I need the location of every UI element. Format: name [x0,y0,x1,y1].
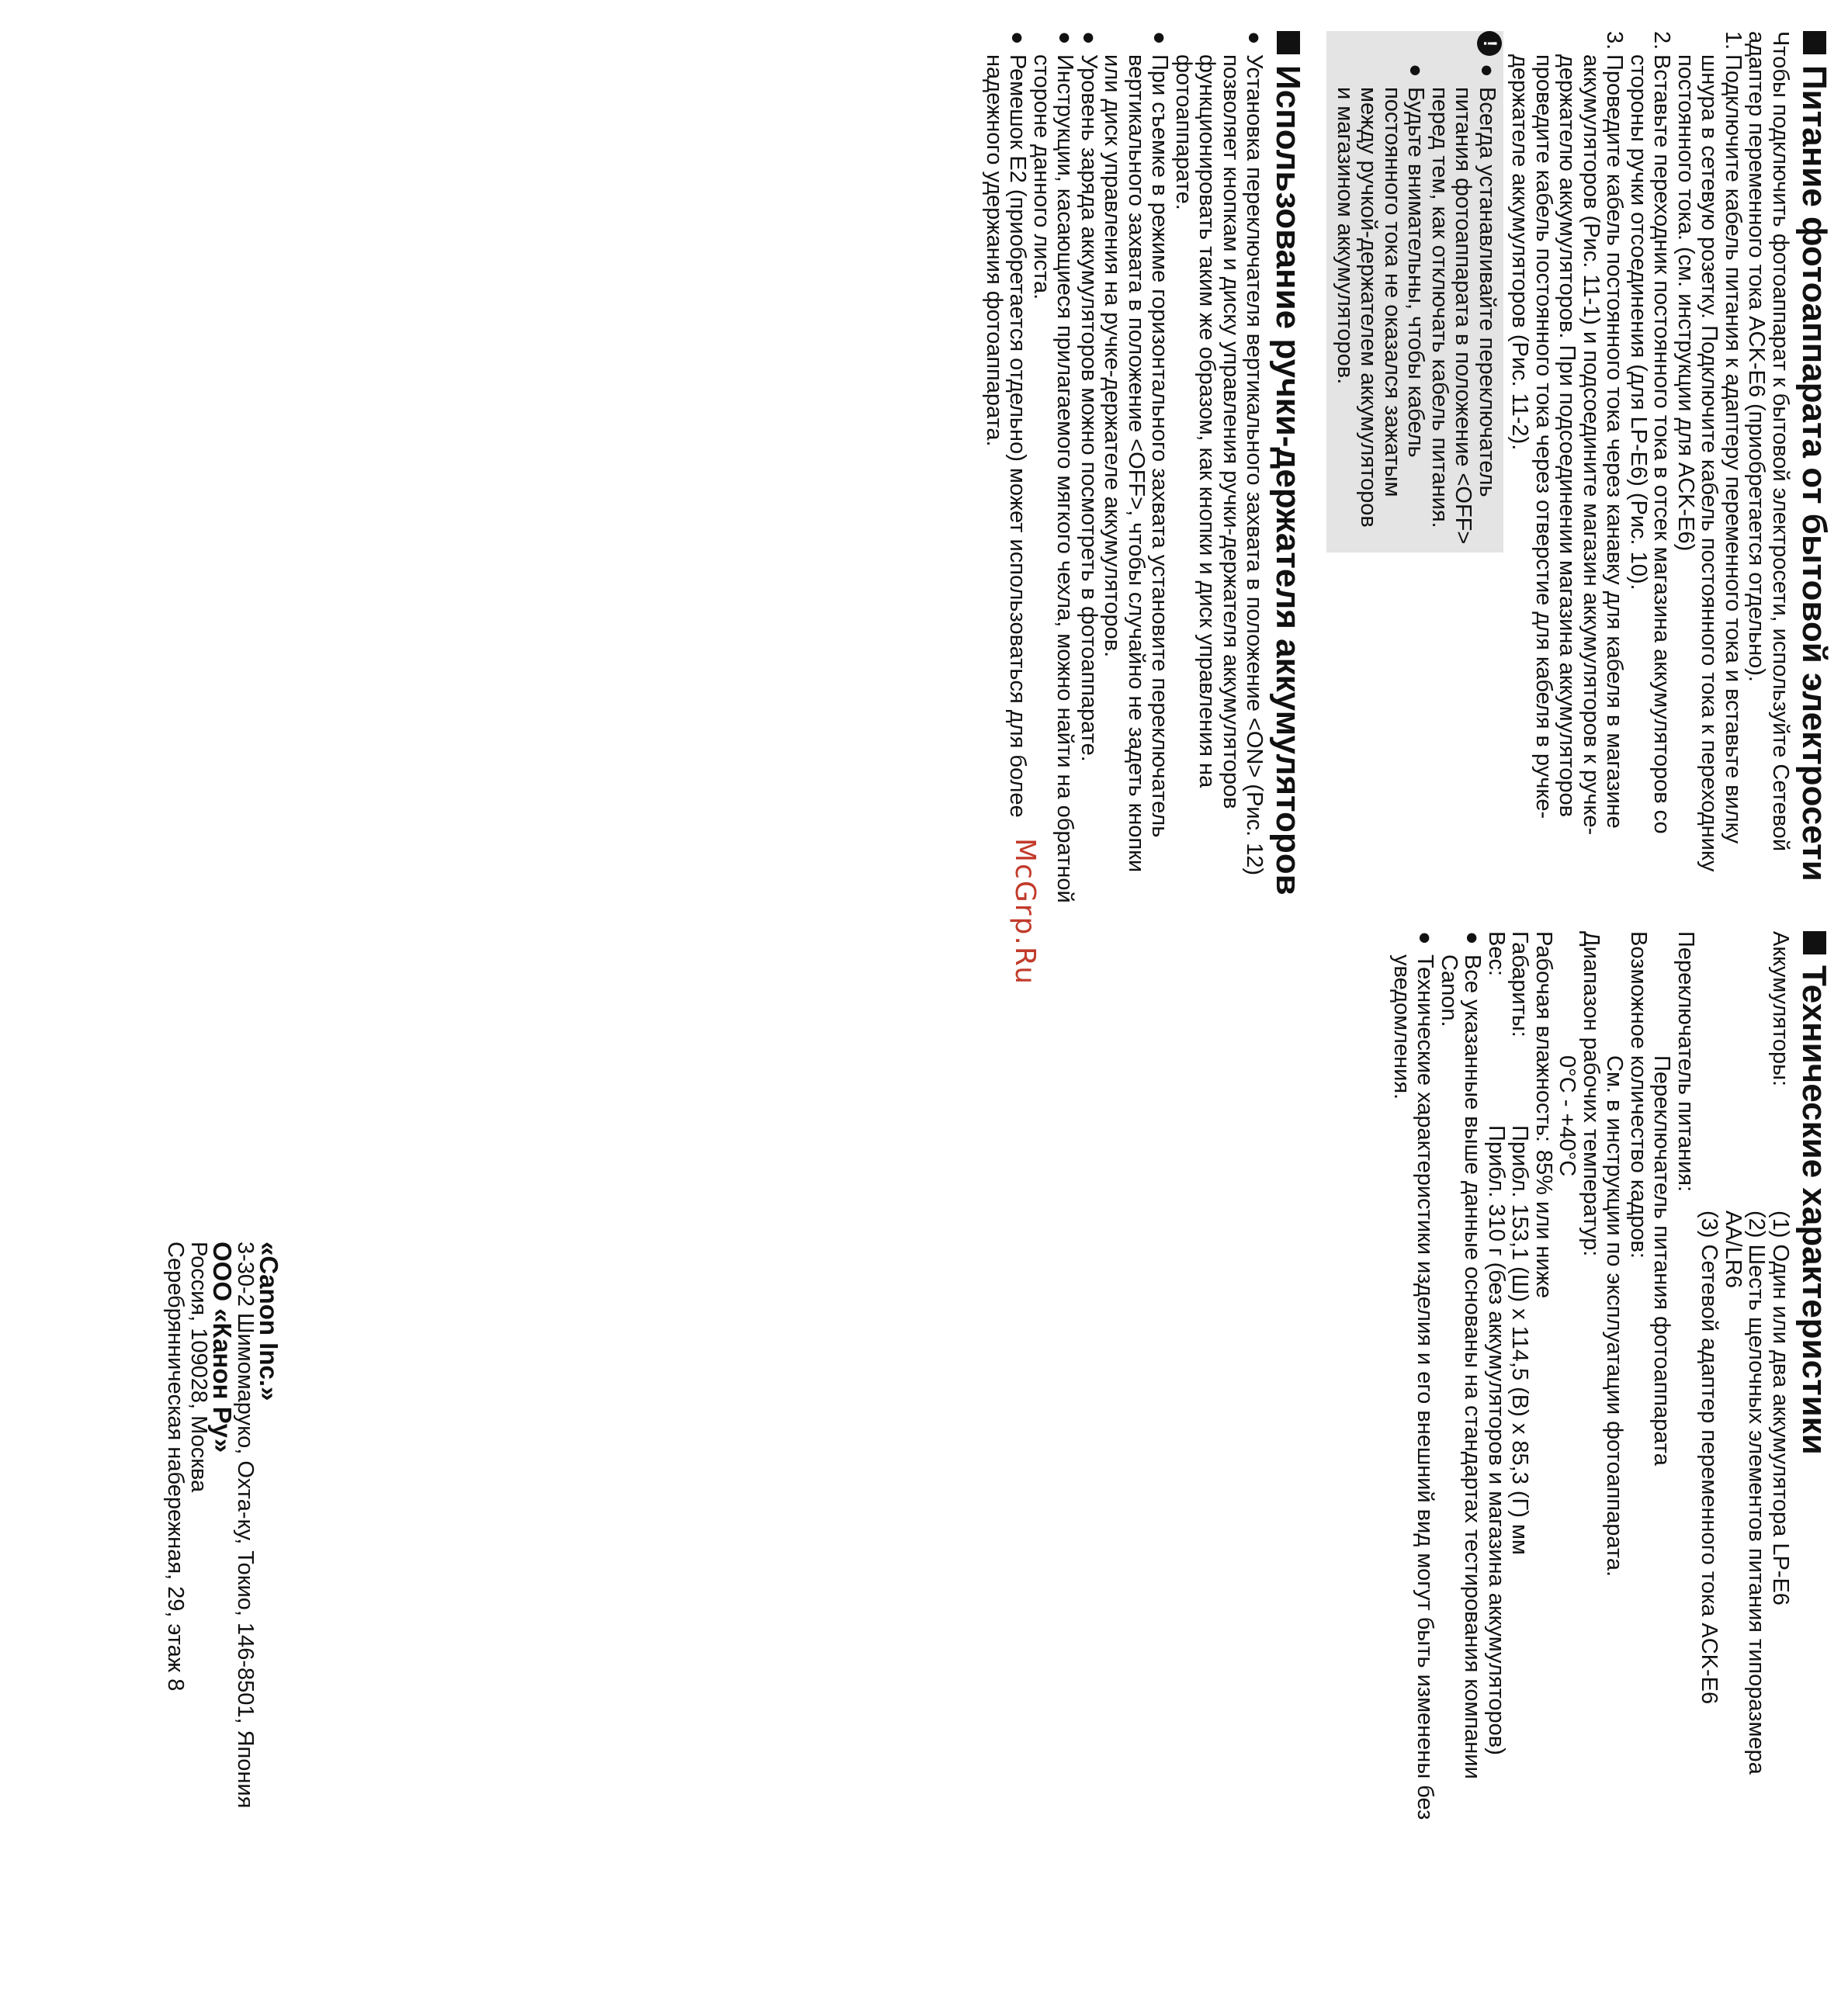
square-bullet-icon [1278,31,1301,54]
spec-value-temp: 0°C - +40°C [1555,1055,1580,1177]
left-column [983,31,1833,916]
address-line: 3-30-2 Шимомаруко, Охта-ку, Токио, 146-8501, Япония [233,1242,258,1809]
list-item: ● Ремешок E2 (приобретается отдельно) может использоваться для более надежного удержания фотоаппарата. [982,31,1031,818]
company-name: «Canon Inc.» [255,1242,283,1401]
section-title-specs: Технические характеристики [1795,931,1832,1824]
warning-item: ● Всегда устанавливайте переключатель питания фотоаппарата в положение <OFF> перед тем, как отключать кабель питания. [1427,64,1500,545]
warning-icon: ! [1477,31,1502,56]
bullet-icon: ● [1147,31,1173,45]
bullet-icon: ● [1475,64,1500,78]
company-name: ООО «Канон Ру» [208,1242,237,1453]
note-item: ● Технические характеристики изделия и его внешний вид могут быть изменены без уведомления. [1389,931,1438,1820]
bullet-icon: ● [1077,31,1101,45]
spec-value-batteries: (1) Один или два аккумулятора LP-E6 (2) Шесть щелочных элементов питания типоразмера AA/LR6 (3) Сетевой адаптер переменного тока ACK-E6 [1697,1211,1793,1775]
step-item: 2. Вставьте переходник постоянного тока в отсек магазина аккумуляторов со стороны ручки отсоединения (для LP-E6) (Рис. 10). [1626,31,1675,834]
spec-row-weight: Вес: Прибл. 310 г (без аккумуляторов и магазина аккумуляторов) [1484,931,1509,1755]
spec-label-power-switch: Переключатель питания: [1673,931,1698,1193]
square-bullet-icon [1803,931,1826,954]
section-title-grip: Использование ручки-держателя аккумуляторов [1270,31,1307,916]
list-item: ● При съемке в режиме горизонтального захвата установите переключатель вертикального захвата в положение <OFF>, чтобы случайно не задеть кнопки или диск управления на ручке-держателе аккумуляторов. [1100,31,1173,873]
intro-text: Чтобы подключить фотоаппарат к бытовой электросети, используйте Сетевой адаптер переменного тока ACK-E6 (приобретается отдельно). [1744,31,1793,852]
spec-value-power-switch: Переключатель питания фотоаппарата [1649,1055,1675,1466]
warning-box [1327,31,1504,552]
address-line: Серебрянническая набережная, 29, этаж 8 [163,1242,188,1692]
note-item: ● Все указанные выше данные основаны на стандартах тестирования компании Canon. [1437,931,1486,1779]
spec-value-shots: См. в инструкции по эксплуатации фотоаппарата. [1602,1055,1628,1578]
spec-label-temp: Диапазон рабочих температур: [1579,931,1604,1257]
section-title-power: Питание фотоаппарата от бытовой электросети [1795,31,1832,916]
list-item: ● Уровень заряда аккумуляторов можно посмотреть в фотоаппарате. [1077,31,1101,762]
warning-item: ● Будьте внимательны, чтобы кабель постоянного тока не оказался зажатым между ручкой-держателем аккумуляторов и магазином аккумуляторов. [1333,64,1429,528]
watermark: McGrp.Ru [1009,838,1041,986]
bullet-icon: ● [1242,31,1267,45]
step-item: 3. Проведите кабель постоянного тока через канавку для кабеля в магазине аккумуляторов (Рис. 11-1) и подсоедините магазин аккумуляторов к ручке-держателю аккумуляторов. При подсоединении магазина аккумуляторов проведите кабель постоянного тока через отверстие для кабеля в ручке-держателе аккумуляторов (Рис. 11-2). [1507,31,1628,836]
step-item: 1. Подключите кабель питания к адаптеру переменного тока и вставьте вилку шнура в сетевую розетку. Подключите кабель постоянного тока к переходнику постоянного тока. (см. инструкции для ACK-E6) [1673,31,1746,872]
spec-label-shots: Возможное количество кадров: [1626,931,1651,1259]
bullet-icon: ● [1403,64,1429,78]
address-block [163,1242,283,1940]
spec-row-humidity: Рабочая влажность: 85% или ниже [1531,931,1556,1299]
bullet-icon: ● [1413,931,1438,945]
list-item: ● Инструкции, касающиеся прилагаемого мягкого чехла, можно найти на обратной стороне данного листа. [1029,31,1078,903]
bullet-icon: ● [1460,931,1486,945]
bullet-icon: ● [1005,31,1031,45]
spec-row-batteries: Аккумуляторы: (1) Один или два аккумулятора LP-E6 (2) Шесть щелочных элементов питания типоразмера AA/LR6 (3) Сетевой адаптер переменного тока ACK-E6 [1697,931,1792,1824]
bullet-icon: ● [1052,31,1078,45]
spec-row-dims: Габариты: Прибл. 153,1 (Ш) x 114,5 (В) x 85,3 (Г) мм [1507,931,1533,1555]
list-item: ● Установка переключателя вертикального захвата в положение <ON> (Рис. 12) позволяет кнопкам и диску управления ручки-держателя аккумуляторов функционировать таким же образом, как кнопки и диск управления на фотоаппарате. [1171,31,1267,876]
address-line: Россия, 109028, Москва [186,1242,211,1493]
right-column [1390,931,1833,1824]
square-bullet-icon [1803,31,1826,54]
